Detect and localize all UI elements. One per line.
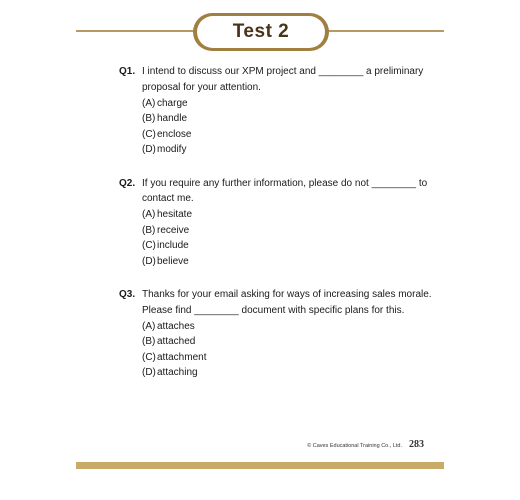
question-3: [119, 287, 449, 381]
question-stem: [119, 287, 449, 318]
question-line: If you require any further information, please do not ________ to: [142, 177, 428, 189]
question-stem: [119, 64, 449, 95]
page-title: Test 2: [232, 21, 290, 42]
option-letter: (B): [142, 336, 156, 347]
answer-options: [142, 207, 449, 269]
answer-option-c[interactable]: [142, 127, 449, 143]
question-text: [142, 287, 449, 318]
option-text: hesitate: [157, 209, 193, 220]
option-text: enclose: [157, 128, 192, 140]
option-text: charge: [157, 97, 188, 109]
option-letter: (A): [142, 209, 156, 220]
option-letter: (D): [142, 255, 156, 267]
answer-options: [142, 96, 449, 158]
option-text: attachment: [157, 351, 207, 363]
question-line: Thanks for your email asking for ways of increasing sales morale.: [142, 289, 432, 300]
option-text: attaching: [157, 367, 198, 378]
answer-option-a[interactable]: [142, 207, 449, 223]
copyright-notice: © Caves Educational Training Co., Ltd.: [307, 443, 402, 449]
question-stem: [119, 176, 449, 207]
question-line: contact me.: [142, 193, 194, 204]
title-badge: [193, 13, 329, 51]
answer-option-d[interactable]: [142, 142, 449, 158]
question-2: [119, 176, 449, 270]
page-number: 283: [409, 439, 424, 450]
question-line: proposal for your attention.: [142, 81, 261, 93]
option-text: modify: [157, 144, 187, 155]
answer-option-a[interactable]: [142, 96, 449, 112]
option-text: handle: [157, 113, 188, 124]
answer-option-b[interactable]: [142, 111, 449, 127]
option-letter: (B): [142, 224, 156, 236]
option-letter: (C): [142, 240, 156, 251]
page-footer: [307, 439, 424, 450]
option-text: believe: [157, 255, 189, 267]
title-badge-inner: [197, 16, 325, 48]
option-letter: (C): [142, 128, 156, 140]
option-letter: (D): [142, 144, 156, 155]
answer-option-a[interactable]: [142, 319, 449, 335]
answer-option-b[interactable]: [142, 223, 449, 239]
option-letter: (A): [142, 97, 156, 109]
answer-options: [142, 319, 449, 381]
footer-bar: [76, 462, 444, 469]
question-list: [119, 64, 449, 399]
question-number: Q1.: [119, 66, 136, 77]
option-text: attached: [157, 336, 196, 347]
question-text: [142, 176, 449, 207]
question-number: Q2.: [119, 177, 136, 189]
option-text: include: [157, 240, 189, 251]
question-number: Q3.: [119, 289, 136, 300]
option-letter: (A): [142, 320, 156, 332]
question-text: [142, 64, 449, 95]
answer-option-d[interactable]: [142, 365, 449, 381]
option-letter: (C): [142, 351, 156, 363]
question-1: [119, 64, 449, 158]
option-text: receive: [157, 224, 190, 236]
answer-option-c[interactable]: [142, 350, 449, 366]
answer-option-b[interactable]: [142, 334, 449, 350]
question-line: I intend to discuss our XPM project and ________ a preliminary: [142, 66, 424, 77]
answer-option-d[interactable]: [142, 254, 449, 270]
option-text: attaches: [157, 320, 195, 332]
answer-option-c[interactable]: [142, 238, 449, 254]
question-line: Please find ________ document with specific plans for this.: [142, 304, 405, 316]
option-letter: (B): [142, 113, 156, 124]
option-letter: (D): [142, 367, 156, 378]
